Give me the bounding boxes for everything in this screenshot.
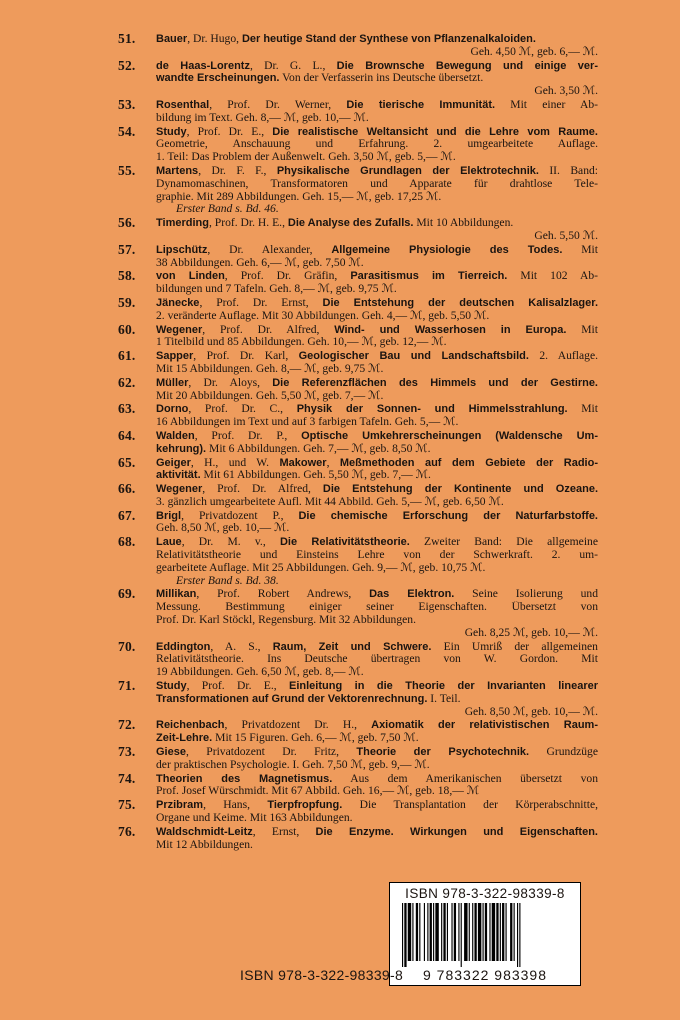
entry-number: 62. xyxy=(118,374,136,390)
barcode-bar xyxy=(492,903,495,961)
entry-number: 64. xyxy=(118,427,136,443)
list-item xyxy=(118,770,598,799)
barcode-bar xyxy=(478,903,481,961)
barcode-bar xyxy=(483,903,484,961)
entry-text-line: 3. gänzlich umgearbeitete Aufl. Mit 44 Abbild. Geh. 5,— ℳ, geb. 6,50 ℳ. xyxy=(156,495,504,508)
barcode-bar xyxy=(510,903,512,961)
entry-text-line: Waldschmidt-Leitz, Ernst, Die Enzyme. Wirkungen und Eigenschaften. xyxy=(156,825,598,838)
entry-text-line: Müller, Dr. Aloys, Die Referenzflächen des Himmels und der Gestirne. xyxy=(156,376,598,389)
entry-text-line: Mit 20 Abbildungen. Geh. 5,50 ℳ, geb. 7,— ℳ. xyxy=(156,389,384,402)
list-item xyxy=(118,270,598,296)
barcode-bar xyxy=(461,903,462,967)
entry-number: 58. xyxy=(118,268,136,284)
barcode-bar xyxy=(419,903,420,961)
list-item xyxy=(118,162,598,216)
entry-text-line: Millikan, Prof. Robert Andrews, Das Elektron. Seine Isolierung und xyxy=(156,588,598,601)
entry-text-line: Lipschütz, Dr. Alexander, Allgemeine Physiologie des Todes. Mit xyxy=(156,243,598,256)
entry-note: Erster Band s. Bd. 38. xyxy=(176,573,279,587)
entry-text-line: 16 Abbildungen im Text und auf 3 farbigen Tafeln. Geh. 5,— ℳ. xyxy=(156,416,459,429)
entry-number: 51. xyxy=(118,31,136,46)
barcode-bar xyxy=(474,903,476,961)
entry-number: 60. xyxy=(118,321,136,337)
list-item xyxy=(118,680,598,718)
entry-text-line: Dorno, Prof. Dr. C., Physik der Sonnen- und Himmelsstrahlung. Mit xyxy=(156,403,598,416)
entry-number: 53. xyxy=(118,96,136,112)
list-item xyxy=(118,799,598,825)
list-item xyxy=(118,719,598,745)
entry-text-line: 19 Abbildungen. Geh. 6,50 ℳ, geb. 8,— ℳ. xyxy=(156,666,364,679)
list-item xyxy=(118,454,598,483)
entry-text-line: 1. Teil: Das Problem der Außenwelt. Geh. 3,50 ℳ, geb. 5,— ℳ. xyxy=(156,151,456,164)
entry-price: Geh. 3,50 ℳ. xyxy=(534,84,598,98)
barcode-bar xyxy=(514,903,515,961)
barcode-bar xyxy=(472,903,473,961)
entry-text-line: Prof. Dr. Karl Stöckl, Regensburg. Mit 32 Abbildungen. xyxy=(156,614,416,627)
barcode-bar xyxy=(435,903,438,961)
list-item xyxy=(118,638,598,679)
entry-text-line: Study, Prof. Dr. E., Einleitung in die Theorie der Invarianten linearer xyxy=(156,680,598,693)
entry-number: 59. xyxy=(118,294,136,310)
entry-number: 69. xyxy=(118,586,136,602)
entry-text-line: Timerding, Prof. Dr. H. E., Die Analyse des Zufalls. Mit 10 Abbildungen. xyxy=(156,217,514,230)
entry-text-line: Mit 15 Abbildungen. Geh. 8,— ℳ, geb. 9,75 ℳ. xyxy=(156,362,384,375)
entry-price: Geh. 8,25 ℳ, geb. 10,— ℳ. xyxy=(464,625,598,639)
entry-number: 76. xyxy=(118,823,136,839)
entry-text-line: Messung. Bestimmung einiger seiner Eigenschaften. Übersetzt von xyxy=(156,601,598,614)
list-item xyxy=(118,427,598,456)
barcode-bar xyxy=(500,903,501,961)
entry-text-line: Brigl, Privatdozent P., Die chemische Erforschung der Naturfarbstoffe. xyxy=(156,509,598,522)
series-list xyxy=(118,33,598,852)
barcode-bar xyxy=(427,903,428,961)
list-item xyxy=(118,588,598,639)
entry-text-line: wandte Erscheinungen. Von der Verfasserin ins Deutsche übersetzt. xyxy=(156,72,484,85)
barcode-bar xyxy=(430,903,432,961)
entry-text-line: von Linden, Prof. Dr. Gräfin, Parasitismus im Tierreich. Mit 102 Ab- xyxy=(156,270,598,283)
entry-number: 74. xyxy=(118,770,136,786)
list-item xyxy=(118,96,598,125)
entry-text-line: Rosenthal, Prof. Dr. Werner, Die tierische Immunität. Mit einer Ab- xyxy=(156,98,598,111)
barcode-bar xyxy=(506,903,507,961)
entry-text-line: Jänecke, Prof. Dr. Ernst, Die Entstehung der deutschen Kalisalzlager. xyxy=(156,296,598,309)
entry-number: 55. xyxy=(118,162,136,178)
entry-text-line: aktivität. Mit 61 Abbildungen. Geh. 5,50 ℳ, geb. 7,— ℳ. xyxy=(156,469,431,482)
entry-text-line: Theorien des Magnetismus. Aus dem Amerikanischen übersetzt von xyxy=(156,772,598,785)
list-item xyxy=(118,374,598,403)
entry-number: 66. xyxy=(118,481,136,497)
list-item xyxy=(118,294,598,323)
entry-number: 67. xyxy=(118,507,136,523)
entry-text-line: gearbeitete Auflage. Mit 25 Abbildungen. Geh. 9,— ℳ, geb. 10,75 ℳ. xyxy=(156,561,486,574)
barcode-bar xyxy=(416,903,418,961)
list-item xyxy=(118,746,598,772)
barcode-bar xyxy=(454,903,456,961)
entry-text-line: bildungen und 7 Tafeln. Geh. 8,— ℳ, geb. 9,75 ℳ. xyxy=(156,283,397,296)
list-item xyxy=(118,507,598,536)
list-item xyxy=(118,33,598,59)
entry-price: Geh. 5,50 ℳ. xyxy=(534,228,598,242)
barcode-isbn-label: ISBN 978-3-322-98339-8 xyxy=(405,886,565,901)
entry-text-line: 2. veränderte Auflage. Mit 30 Abbildungen. Geh. 4,— ℳ, geb. 5,50 ℳ. xyxy=(156,309,490,322)
entry-number: 70. xyxy=(118,638,136,654)
entry-text-line: Dynamomaschinen, Transformatoren und Apparate für drahtlose Tele- xyxy=(156,177,598,190)
entry-text-line: Wegener, Prof. Dr. Alfred, Die Entstehung der Kontinente und Ozeane. xyxy=(156,483,598,496)
entry-text-line: Relativitätstheorie. Ins Deutsche übertragen von W. Gordon. Mit xyxy=(156,653,598,666)
list-item xyxy=(118,217,598,243)
list-item xyxy=(118,350,598,376)
list-item xyxy=(118,57,598,98)
barcode-block xyxy=(389,882,581,986)
entry-note: Erster Band s. Bd. 46. xyxy=(176,202,279,216)
entry-text-line: Reichenbach, Privatdozent Dr. H., Axiomatik der relativistischen Raum- xyxy=(156,719,598,732)
barcode-bar xyxy=(489,903,490,961)
barcode-bar xyxy=(485,903,487,961)
barcode-bar xyxy=(469,903,470,961)
entry-number: 72. xyxy=(118,717,136,733)
entry-text-line: Transformationen auf Grund der Vektorenrechnung. I. Teil. xyxy=(156,692,461,705)
entry-number: 65. xyxy=(118,454,136,470)
entry-text-line: Prof. Josef Würschmidt. Mit 67 Abbild. Geh. 16,— ℳ, geb. 18,— ℳ xyxy=(156,785,480,798)
list-item xyxy=(118,321,598,350)
entry-number: 68. xyxy=(118,534,136,550)
entry-text-line: Bauer, Dr. Hugo, Der heutige Stand der Synthese von Pflanzenalkaloiden. xyxy=(156,33,536,45)
barcode-bar xyxy=(441,903,442,961)
entry-text-line: kehrung). Mit 6 Abbildungen. Geh. 7,— ℳ, geb. 8,50 ℳ. xyxy=(156,442,431,455)
entry-text-line: Geiger, H., und W. Makower, Meßmethoden auf dem Gebiete der Radio- xyxy=(156,456,598,469)
entry-price: Geh. 4,50 ℳ, geb. 6,— ℳ. xyxy=(470,44,598,58)
entry-text-line: Zeit-Lehre. Mit 15 Figuren. Geh. 6,— ℳ, geb. 7,50 ℳ. xyxy=(156,732,419,745)
barcode-bar xyxy=(443,903,445,961)
entry-text-line: Eddington, A. S., Raum, Zeit und Schwere. Ein Umriß der allgemeinen xyxy=(156,640,598,653)
barcode-bar xyxy=(517,903,518,967)
barcode-bar xyxy=(502,903,504,961)
entry-text-line: Geh. 8,50 ℳ, geb. 10,— ℳ. xyxy=(156,522,290,535)
entry-text-line: Study, Prof. Dr. E., Die realistische Weltansicht und die Lehre vom Raume. xyxy=(156,125,598,138)
entry-text-line: 1 Titelbild und 85 Abbildungen. Geh. 10,— ℳ, geb. 12,— ℳ. xyxy=(156,336,447,349)
entry-number: 56. xyxy=(118,215,136,231)
entry-number: 54. xyxy=(118,123,136,139)
entry-number: 71. xyxy=(118,678,136,694)
isbn-text: ISBN 978-3-322-98339-8 xyxy=(240,967,404,983)
barcode-bar xyxy=(433,903,434,961)
entry-text-line: Przibram, Hans, Tierpfropfung. Die Transplantation der Körperabschnitte, xyxy=(156,799,598,812)
barcode-bar xyxy=(464,903,467,961)
entry-text-line: 38 Abbildungen. Geh. 6,— ℳ, geb. 7,50 ℳ. xyxy=(156,256,364,269)
entry-text-line: Geometrie, Anschauung und Erfahrung. 2. umgearbeitete Auflage. xyxy=(156,138,598,151)
barcode-bar xyxy=(451,903,452,961)
entry-text-line: Walden, Prof. Dr. P., Optische Umkehrerscheinungen (Waldensche Um- xyxy=(156,429,598,442)
entry-text-line: Giese, Privatdozent Dr. Fritz, Theorie der Psychotechnik. Grundzüge xyxy=(156,746,598,759)
barcode-bar xyxy=(496,903,498,961)
list-item xyxy=(118,403,598,429)
entry-text-line: graphie. Mit 289 Abbildungen. Geh. 15,— ℳ, geb. 17,25 ℳ. xyxy=(156,190,442,203)
entry-text-line: Relativitätstheorie und Einsteins Lehre von der Schwerkraft. 2. um- xyxy=(156,549,598,562)
entry-text-line: Martens, Dr. F. F., Physikalische Grundlagen der Elektrotechnik. II. Band: xyxy=(156,164,598,177)
barcode-bar xyxy=(408,903,411,961)
entry-text-line: der praktischen Psychologie. I. Geh. 7,50 ℳ, geb. 9,— ℳ. xyxy=(156,758,430,771)
entry-text-line: Mit 12 Abbildungen. xyxy=(156,838,253,851)
list-item xyxy=(118,823,598,852)
entry-text-line: Sapper, Prof. Dr. Karl, Geologischer Bau und Landschaftsbild. 2. Auflage. xyxy=(156,350,598,363)
barcode-bar xyxy=(447,903,448,961)
entry-text-line: de Haas-Lorentz, Dr. G. L., Die Brownsche Bewegung und einige ver- xyxy=(156,59,598,72)
entry-text-line: bildung im Text. Geh. 8,— ℳ, geb. 10,— ℳ. xyxy=(156,111,369,124)
barcode-bar xyxy=(402,903,403,967)
entry-number: 57. xyxy=(118,241,136,257)
entry-text-line: Wegener, Prof. Dr. Alfred, Wind- und Wasserhosen in Europa. Mit xyxy=(156,323,598,336)
barcode-bar xyxy=(412,903,413,961)
list-item xyxy=(118,241,598,270)
barcode-bar xyxy=(404,903,406,967)
entry-number: 75. xyxy=(118,797,136,813)
barcode-digits: 9 783322 983398 xyxy=(423,967,547,983)
barcode-bar xyxy=(458,903,459,961)
entry-text-line: Organe und Keime. Mit 163 Abbildungen. xyxy=(156,812,353,825)
list-item xyxy=(118,536,598,587)
entry-number: 52. xyxy=(118,57,136,73)
barcode-icon xyxy=(398,903,572,967)
entry-price: Geh. 8,50 ℳ, geb. 10,— ℳ. xyxy=(464,704,598,718)
entry-text-line: Laue, Dr. M. v., Die Relativitätstheorie. Zweiter Band: Die allgemeine xyxy=(156,536,598,549)
list-item xyxy=(118,483,598,509)
barcode-bar xyxy=(424,903,425,961)
entry-number: 73. xyxy=(118,744,136,760)
entry-number: 61. xyxy=(118,348,136,364)
list-item xyxy=(118,123,598,164)
barcode-bar xyxy=(519,903,520,967)
entry-number: 63. xyxy=(118,401,136,417)
